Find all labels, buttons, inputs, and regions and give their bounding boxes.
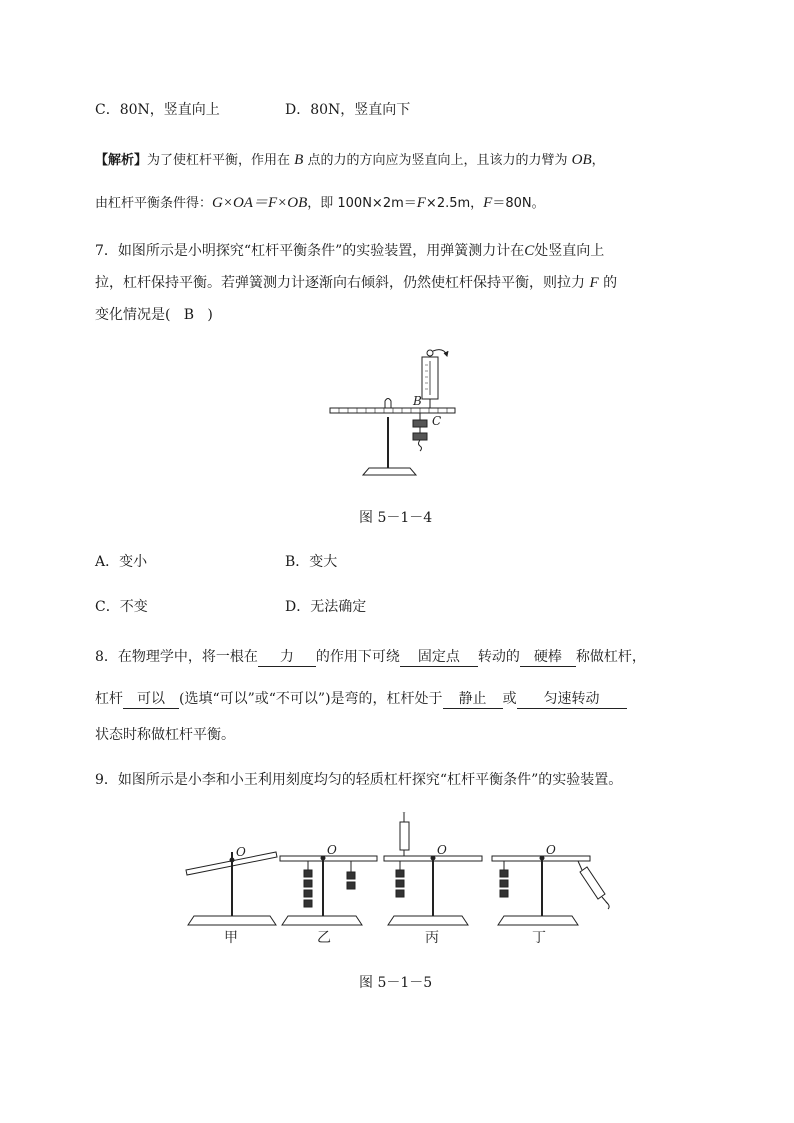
- figure-5-1-5: [180, 812, 620, 947]
- q8-blank-4: 可以: [123, 690, 179, 709]
- q6-option-c: C．80N，竖直向上: [95, 102, 220, 118]
- q8-line-2: 杠杆 可以 (选填“可以”或“不可以”)是弯的，杠杆处于 静止 或 匀速转动: [95, 689, 627, 709]
- q7-option-b: B．变大: [285, 554, 338, 570]
- caption-5-1-4: 图 5－1－4: [359, 510, 433, 526]
- q7-line-3: 变化情况是( B ): [95, 307, 213, 323]
- pivot-label-jia: O: [236, 845, 246, 859]
- label-b: B: [413, 394, 422, 408]
- weight-2: [413, 433, 427, 440]
- pivot-hook: [385, 399, 391, 409]
- q8-line-3: 状态时称做杠杆平衡。: [95, 727, 235, 743]
- q7-option-c: C．不变: [95, 599, 148, 615]
- panel-yi: [280, 856, 377, 925]
- panel-bing: [384, 812, 482, 925]
- analysis-line-2: 由杠杆平衡条件得：G×OA＝F×OB，即 100N×2m＝F×2.5m，F＝80N。: [95, 195, 545, 211]
- analysis-label: 【解析】: [95, 153, 148, 168]
- weight-1: [413, 420, 427, 427]
- spring-scale-tilted: [580, 867, 605, 899]
- q7-line-2: 拉，杠杆保持平衡。若弹簧测力计逐渐向右倾斜，仍然使杠杆保持平衡，则拉力 F 的: [95, 275, 618, 291]
- stand-base: [363, 468, 416, 475]
- q7-option-a: A．变小: [95, 554, 148, 570]
- q8-blank-6: 匀速转动: [517, 690, 627, 709]
- panel-ding: [492, 856, 609, 925]
- figure-5-1-4: [325, 345, 465, 480]
- pivot-label-ding: O: [546, 843, 556, 857]
- q8-blank-2: 固定点: [400, 648, 478, 667]
- panel-label-yi: 乙: [317, 930, 331, 946]
- q7-line-1: 7．如图所示是小明探究“杠杆平衡条件”的实验装置，用弹簧测力计在C处竖直向上: [95, 243, 605, 259]
- lever-bar: [330, 408, 455, 413]
- q7-answer: B: [183, 307, 195, 323]
- q7-option-d: D．无法确定: [285, 599, 367, 615]
- scale-ring: [427, 350, 433, 356]
- lever-ticks: [339, 408, 447, 413]
- q8-blank-1: 力: [258, 648, 316, 667]
- q9-line-1: 9．如图所示是小李和小王利用刻度均匀的轻质杠杆探究“杠杆平衡条件”的实验装置。: [95, 772, 623, 788]
- pivot-label-yi: O: [327, 843, 337, 857]
- pivot-label-bing: O: [437, 843, 447, 857]
- q8-blank-5: 静止: [443, 690, 503, 709]
- spring-scale-up: [400, 822, 409, 850]
- caption-5-1-5: 图 5－1－5: [359, 975, 433, 991]
- panel-label-ding: 丁: [532, 930, 546, 946]
- q6-option-d: D．80N，竖直向下: [285, 102, 411, 118]
- analysis-line-1: 【解析】为了使杠杆平衡，作用在 B 点的力的方向应为竖直向上，且该力的力臂为 OB，: [95, 152, 605, 168]
- panel-jia: [186, 852, 277, 925]
- panel-label-jia: 甲: [224, 930, 238, 946]
- label-c: C: [432, 414, 442, 428]
- q8-line-1: 8．在物理学中，将一根在 力 的作用下可绕 固定点 转动的 硬棒 称做杠杆，: [95, 649, 646, 665]
- q8-blank-3: 硬棒: [520, 648, 576, 667]
- panel-label-bing: 丙: [425, 930, 439, 946]
